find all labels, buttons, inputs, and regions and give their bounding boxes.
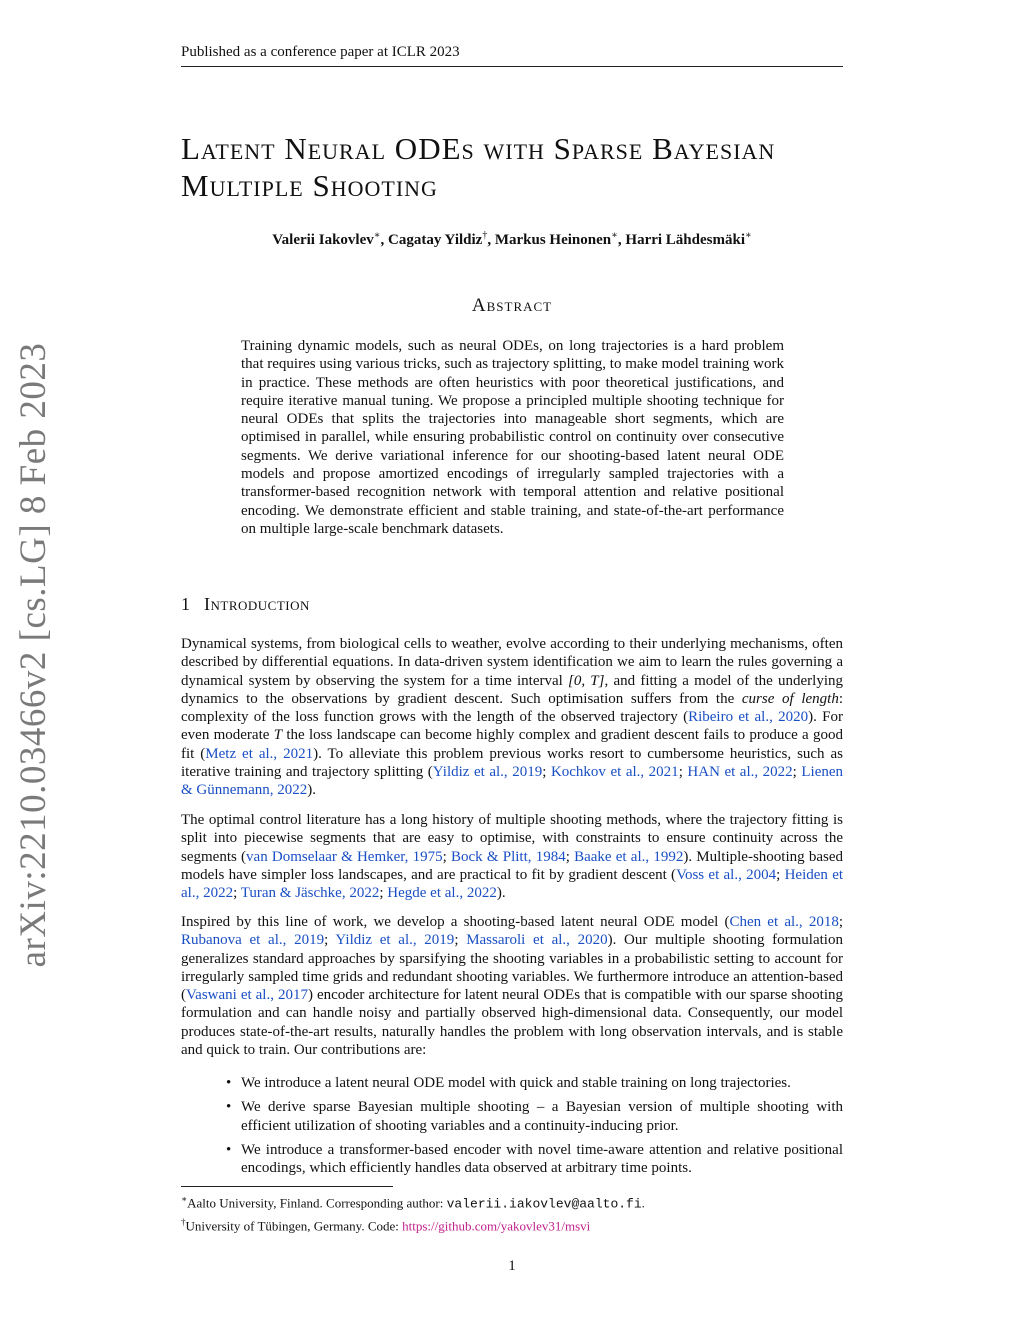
text-run: ). xyxy=(496,885,506,902)
abstract-heading: Abstract xyxy=(471,295,553,316)
arxiv-stamp: arXiv:2210.03466v2 [cs.LG] 8 Feb 2023 xyxy=(13,342,54,968)
text-run: : complexity of the loss function grows with the length of the observed trajectory ( xyxy=(181,690,843,726)
citation-link[interactable]: van Domselaar & Hemker, 1975 xyxy=(246,848,443,865)
author-name: Cagatay Yildiz xyxy=(388,232,483,248)
author-sep: , xyxy=(487,232,495,248)
citation-link[interactable]: Metz et al., 2021 xyxy=(205,745,314,762)
section-title: Introduction xyxy=(204,594,310,614)
footnote-text: Aalto University, Finland. Corresponding author: xyxy=(187,1195,447,1211)
author-mark: † xyxy=(482,230,488,241)
text-run: ). xyxy=(307,782,316,799)
bullet-icon: • xyxy=(226,1099,232,1116)
text-run: , and fitting a model of the underlying dynamics to the observations by gradient descent. Such optimisation suffers from the xyxy=(181,672,843,707)
citation-link[interactable]: Baake et al., 1992 xyxy=(574,848,684,865)
citation-link[interactable]: Yildiz et al., 2019 xyxy=(335,932,455,949)
citation-link[interactable]: Turan & Jäschke, 2022 xyxy=(240,885,380,902)
intro-paragraph-3: Inspired by this line of work, we develop a shooting-based latent neural ODE model (Chen et al., 2018; Rubanova et al., 2019; Yildiz et al., 2019; Massaroli et al., 2020). Our multiple shooting formulation generalizes standard approaches by sparsifying the shooting variables in a probabilistic setting to account for irregularly sampled time grids and redundant shooting variables. We furthermore introduce an attention-based (Vaswani et al., 2017) encoder architecture for latent neural ODEs that is compatible with our sparse shooting formulation and can handle noisy and partially observed high-dimensional data. Consequently, our model produces state-of-the-art results, naturally handles the problem with long observation intervals, and is stable and quick to train. Our contributions are: xyxy=(181,914,843,1059)
author-list xyxy=(181,230,843,249)
math-var: T xyxy=(273,727,283,744)
title-line-2: Multiple Shooting xyxy=(181,168,438,203)
intro-paragraph-2: The optimal control literature has a long history of multiple shooting methods, where the trajectory fitting is split into piecewise segments that are easy to optimise, with constraints to ensure continuity across the segments (van Domselaar & Hemker, 1975; Bock & Plitt, 1984; Baake et al., 1992). Multiple-shooting based models have simpler loss landscapes, and are practical to fit by gradient descent (Voss et al., 2004; Heiden et al., 2022; Turan & Jäschke, 2022; Hegde et al., 2022). xyxy=(181,812,844,902)
footnote-mark: † xyxy=(181,1217,186,1228)
list-item-text: We introduce a transformer-based encoder with novel time-aware attention and relative positional encodings, which efficiently handles data observed at arbitrary time points. xyxy=(241,1141,843,1177)
abstract-text: Training dynamic models, such as neural ODEs, on long trajectories is a hard problem that requires using various tricks, such as trajectory splitting, to make model training work in practice. These methods are often heuristics with poor theoretical justifications, and require iterative manual tuning. We propose a principled multiple shooting technique for neural ODEs that splits the trajectories into manageable short segments, which are optimised in parallel, while ensuring probabilistic control on continuity over consecutive segments. We derive variational inference for our shooting-based latent neural ODE models and propose amortized encodings of irregularly sampled trajectories with a transformer-based recognition network with temporal attention and relative positional encoding. We demonstrate efficient and stable training, and state-of-the-art performance on multiple large-scale benchmark datasets. xyxy=(241,338,784,537)
author-mark: ∗ xyxy=(745,230,752,241)
paper-title xyxy=(181,130,861,204)
text-run: ). To alleviate this problem previous works resort to cumbersome heuristics, such as iterative training and trajectory splitting ( xyxy=(181,745,843,781)
author-mark: ∗ xyxy=(611,230,618,241)
list-item xyxy=(221,1098,843,1135)
contribution-list xyxy=(221,1074,843,1183)
text-run: Inspired by this line of work, we develop a shooting-based latent neural ODE model ( xyxy=(181,914,730,930)
citation-link[interactable]: Ribeiro et al., 2020 xyxy=(688,709,809,726)
text-run: ). Multiple-shooting based models have simpler loss landscapes, and are practical to fit by gradient descent ( xyxy=(181,848,843,883)
title-line-1: Latent Neural ODEs with Sparse Bayesian xyxy=(181,131,776,166)
footnote-rule xyxy=(181,1186,393,1187)
text-run: Dynamical systems, from biological cells to weather, evolve according to their underlying mechanisms, often described by differential equations. In data-driven system identification we aim to learn the rules governing a dynamical system by observing the system for a time interval xyxy=(181,636,843,689)
footnote-1 xyxy=(181,1190,843,1213)
citation-link[interactable]: Vaswani et al., 2017 xyxy=(186,987,308,1004)
footnote-text: University of Tübingen, Germany. Code: xyxy=(185,1218,403,1234)
list-item-text: We derive sparse Bayesian multiple shooting – a Bayesian version of multiple shooting with efficient utilization of shooting variables and a continuity-inducing prior. xyxy=(241,1099,843,1134)
citation-link[interactable]: Rubanova et al., 2019 xyxy=(181,932,325,949)
citation-link[interactable]: Hegde et al., 2022 xyxy=(387,885,497,902)
author-name: Markus Heinonen xyxy=(494,232,612,248)
citation-link[interactable]: Kochkov et al., 2021 xyxy=(550,764,679,781)
citation-link[interactable]: Massaroli et al., 2020 xyxy=(466,932,608,949)
emphasis: curse of length xyxy=(741,690,839,707)
list-item xyxy=(221,1074,843,1092)
footnote-mark: ∗ xyxy=(181,1194,188,1204)
citation-link[interactable]: Chen et al., 2018 xyxy=(729,914,839,930)
text-run: ). Our multiple shooting formulation generalizes standard approaches by sparsifying the shooting variables in a probabilistic setting to account for irregularly sampled time grids and redundant shooting variables. We furthermore introduce an attention-based ( xyxy=(181,932,843,1004)
citation-link[interactable]: Bock & Plitt, 1984 xyxy=(451,848,566,865)
author-sep: , xyxy=(617,232,626,248)
citation-link[interactable]: Heiden et al., 2022 xyxy=(181,866,844,902)
citation-link[interactable]: Yildiz et al., 2019 xyxy=(432,764,543,781)
list-item xyxy=(221,1141,843,1178)
bullet-icon: • xyxy=(226,1141,232,1158)
header-rule xyxy=(181,66,843,67)
section-heading xyxy=(181,594,843,615)
author-name: Valerii Iakovlev xyxy=(272,232,374,248)
footnotes xyxy=(181,1190,843,1236)
author-name: Harri Lähdesmäki xyxy=(625,232,745,248)
section-number: 1 xyxy=(181,594,190,614)
footnote-2 xyxy=(181,1213,843,1235)
intro-paragraph-1: Dynamical systems, from biological cells to weather, evolve according to their underlying mechanisms, often described by differential equations. In data-driven system identification we aim to learn the rules governing a dynamical system by observing the system for a time interval [0, T], and fitting a model of the underlying dynamics to the observations by gradient descent. Such optimisation suffers from the curse of length: complexity of the loss function grows with the length of the observed trajectory (Ribeiro et al., 2020). For even moderate T the loss landscape can become highly complex and gradient descent fails to produce a good fit (Metz et al., 2021). To alleviate this problem previous works resort to cumbersome heuristics, such as iterative training and trajectory splitting (Yildiz et al., 2019; Kochkov et al., 2021; HAN et al., 2022; Lienen & Günnemann, 2022). xyxy=(181,636,844,799)
math-interval: [0, T] xyxy=(568,672,605,689)
page-number: 1 xyxy=(508,1258,516,1274)
text-run: the loss landscape can become highly complex and gradient descent fails to produce a good fit ( xyxy=(181,727,843,762)
author-mark: ∗ xyxy=(373,230,381,241)
text-run: ). For even moderate xyxy=(181,709,843,744)
running-header: Published as a conference paper at ICLR 2023 xyxy=(181,44,460,60)
citation-link[interactable]: Lienen & Günnemann, 2022 xyxy=(181,764,844,799)
list-item-text: We introduce a latent neural ODE model with quick and stable training on long trajectories. xyxy=(241,1075,791,1091)
citation-link[interactable]: Voss et al., 2004 xyxy=(676,866,777,883)
code-url-link[interactable]: https://github.com/yakovlev31/msvi xyxy=(402,1218,591,1234)
author-email: valerii.iakovlev@aalto.fi xyxy=(446,1196,642,1212)
author-sep: , xyxy=(380,232,389,248)
citation-link[interactable]: HAN et al., 2022 xyxy=(687,764,793,781)
text-run: ) encoder architecture for latent neural ODEs that is compatible with our sparse shooting formulation and can handle noisy and partially observed high-dimensional data. Consequently, our model produces state-of-the-art results, naturally handles the problem with long observation intervals, and is stable and quick to train. Our contributions are: xyxy=(181,987,843,1059)
bullet-icon: • xyxy=(226,1075,232,1091)
footnote-text: . xyxy=(641,1195,645,1211)
text-run: The optimal control literature has a long history of multiple shooting methods, where the trajectory fitting is split into piecewise segments that are easy to optimise, with constraints to ensure continuity across the segments ( xyxy=(181,812,843,865)
